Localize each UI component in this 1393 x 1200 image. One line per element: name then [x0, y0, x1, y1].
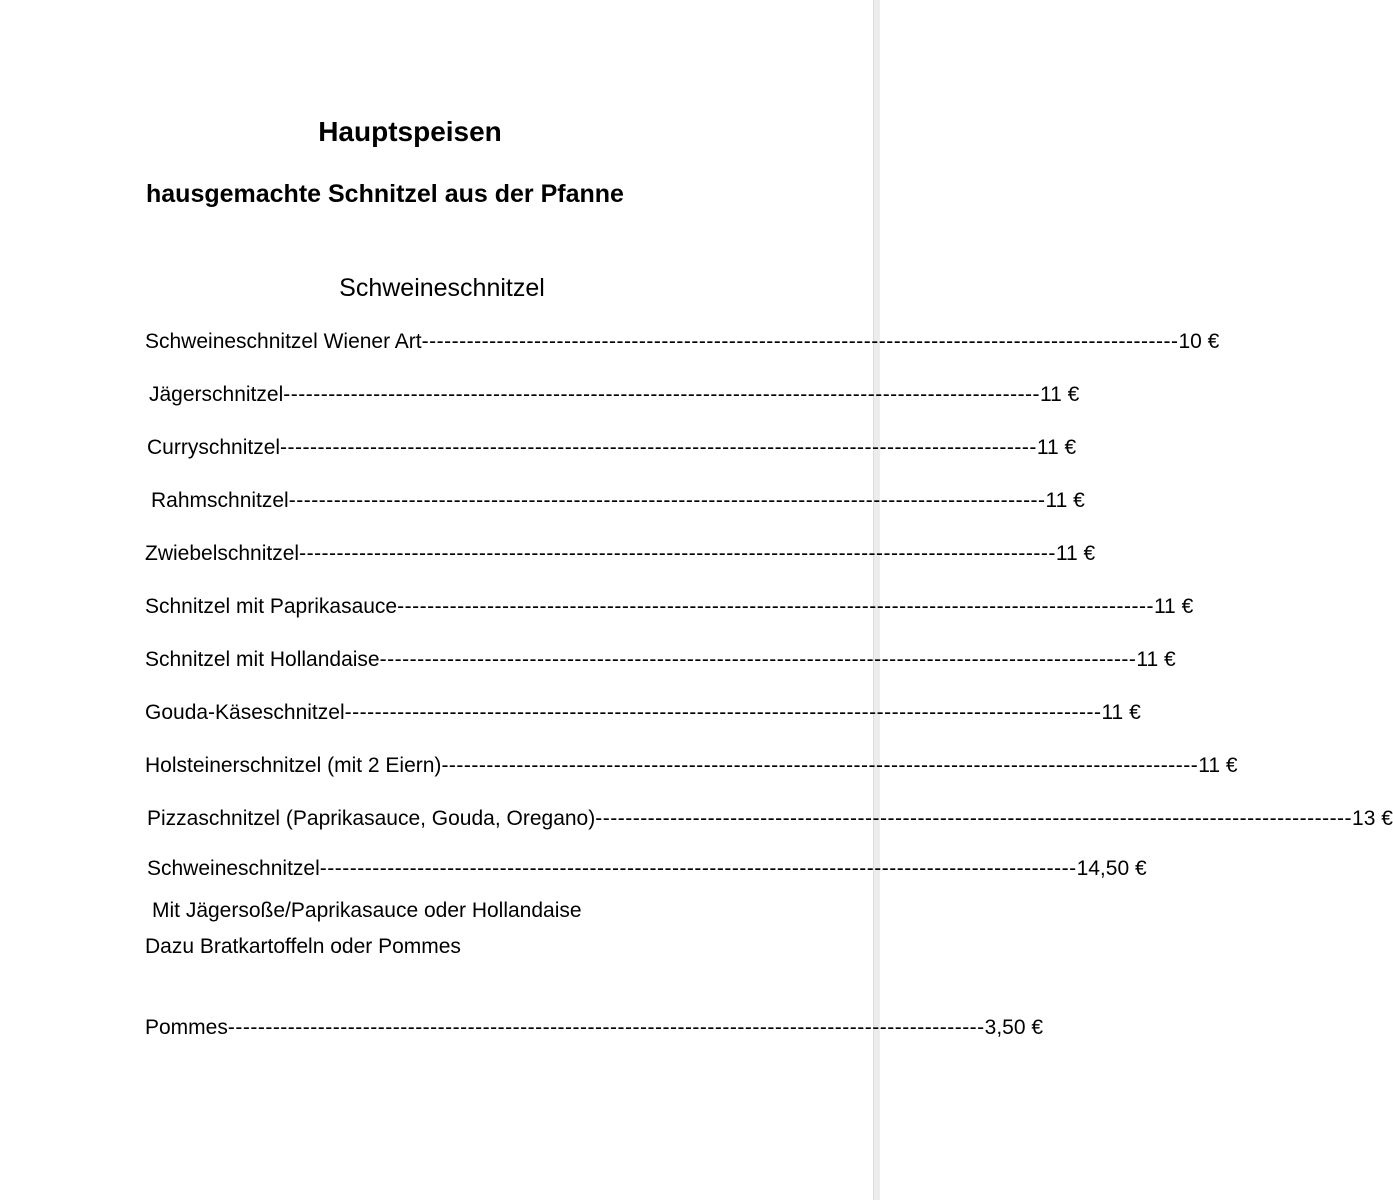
menu-item-price: 11 €	[1153, 595, 1194, 618]
menu-item-name: Schnitzel mit Paprikasauce	[145, 595, 398, 618]
menu-item	[145, 489, 1085, 542]
special-item-price: 14,50 €	[1076, 857, 1147, 880]
menu-title: Hauptspeisen	[318, 116, 502, 147]
dot-leader: -----------------------------------------------------------------------------------------------------	[319, 857, 1077, 880]
menu-item	[145, 436, 1077, 489]
menu-subtitle: hausgemachte Schnitzel aus der Pfanne	[146, 180, 624, 208]
dot-leader: -----------------------------------------------------------------------------------------------------	[595, 807, 1353, 830]
menu-item-name: Gouda-Käseschnitzel	[145, 701, 345, 724]
side-item	[145, 1016, 1044, 1069]
special-item-note-sauce: Mit Jägersoße/Paprikasauce oder Hollandaise	[152, 899, 582, 922]
menu-item-price: 13 €	[1352, 807, 1393, 830]
menu-item-price: 11 €	[1055, 542, 1096, 565]
menu-item-price: 11 €	[1036, 436, 1077, 459]
menu-item	[145, 648, 1176, 701]
dot-leader: -----------------------------------------------------------------------------------------------------	[344, 701, 1102, 724]
dot-leader: -----------------------------------------------------------------------------------------------------	[280, 436, 1037, 459]
menu-item	[145, 383, 1080, 436]
menu-item-list	[145, 330, 1393, 860]
dot-leader: -----------------------------------------------------------------------------------------------------	[441, 754, 1199, 777]
menu-item-price: 11 €	[1198, 754, 1238, 777]
side-item-row	[145, 1016, 1044, 1069]
menu-item-name: Pizzaschnitzel (Paprikasauce, Gouda, Oregano)	[147, 807, 596, 830]
dot-leader: -----------------------------------------------------------------------------------------------------	[397, 595, 1154, 618]
dot-leader: -----------------------------------------------------------------------------------------------------	[379, 648, 1137, 671]
menu-item-price: 10 €	[1178, 330, 1220, 353]
menu-item-price: 11 €	[1045, 489, 1085, 512]
menu-item-name: Zwiebelschnitzel	[145, 542, 300, 565]
menu-item-name: Jägerschnitzel	[149, 383, 284, 406]
side-item-price: 3,50 €	[984, 1016, 1044, 1039]
menu-item	[145, 542, 1096, 595]
dot-leader: -----------------------------------------------------------------------------------------------------	[288, 489, 1046, 512]
special-item-note-side: Dazu Bratkartoffeln oder Pommes	[145, 935, 461, 958]
menu-item-name: Schnitzel mit Hollandaise	[145, 648, 380, 671]
menu-item	[145, 595, 1194, 648]
menu-item	[145, 330, 1220, 383]
dot-leader: -----------------------------------------------------------------------------------------------------	[227, 1016, 985, 1039]
menu-item	[145, 754, 1238, 807]
section-title: Schweineschnitzel	[339, 274, 545, 302]
side-item-name: Pommes	[145, 1016, 228, 1039]
menu-item-name: Schweineschnitzel Wiener Art	[145, 330, 422, 353]
dot-leader: -----------------------------------------------------------------------------------------------------	[283, 383, 1041, 406]
dot-leader: -----------------------------------------------------------------------------------------------------	[421, 330, 1179, 353]
menu-item-name: Curryschnitzel	[147, 436, 281, 459]
menu-item-price: 11 €	[1040, 383, 1080, 406]
special-item	[145, 857, 1147, 965]
menu-item-price: 11 €	[1136, 648, 1176, 671]
menu-item	[145, 807, 1393, 860]
menu-item-name: Holsteinerschnitzel (mit 2 Eiern)	[145, 754, 442, 777]
menu-item	[145, 701, 1141, 754]
menu-item-name: Rahmschnitzel	[151, 489, 289, 512]
dot-leader: -----------------------------------------------------------------------------------------------------	[299, 542, 1056, 565]
menu-item-price: 11 €	[1101, 701, 1141, 724]
special-item-name: Schweineschnitzel	[147, 857, 320, 880]
special-item-row	[147, 857, 1147, 893]
